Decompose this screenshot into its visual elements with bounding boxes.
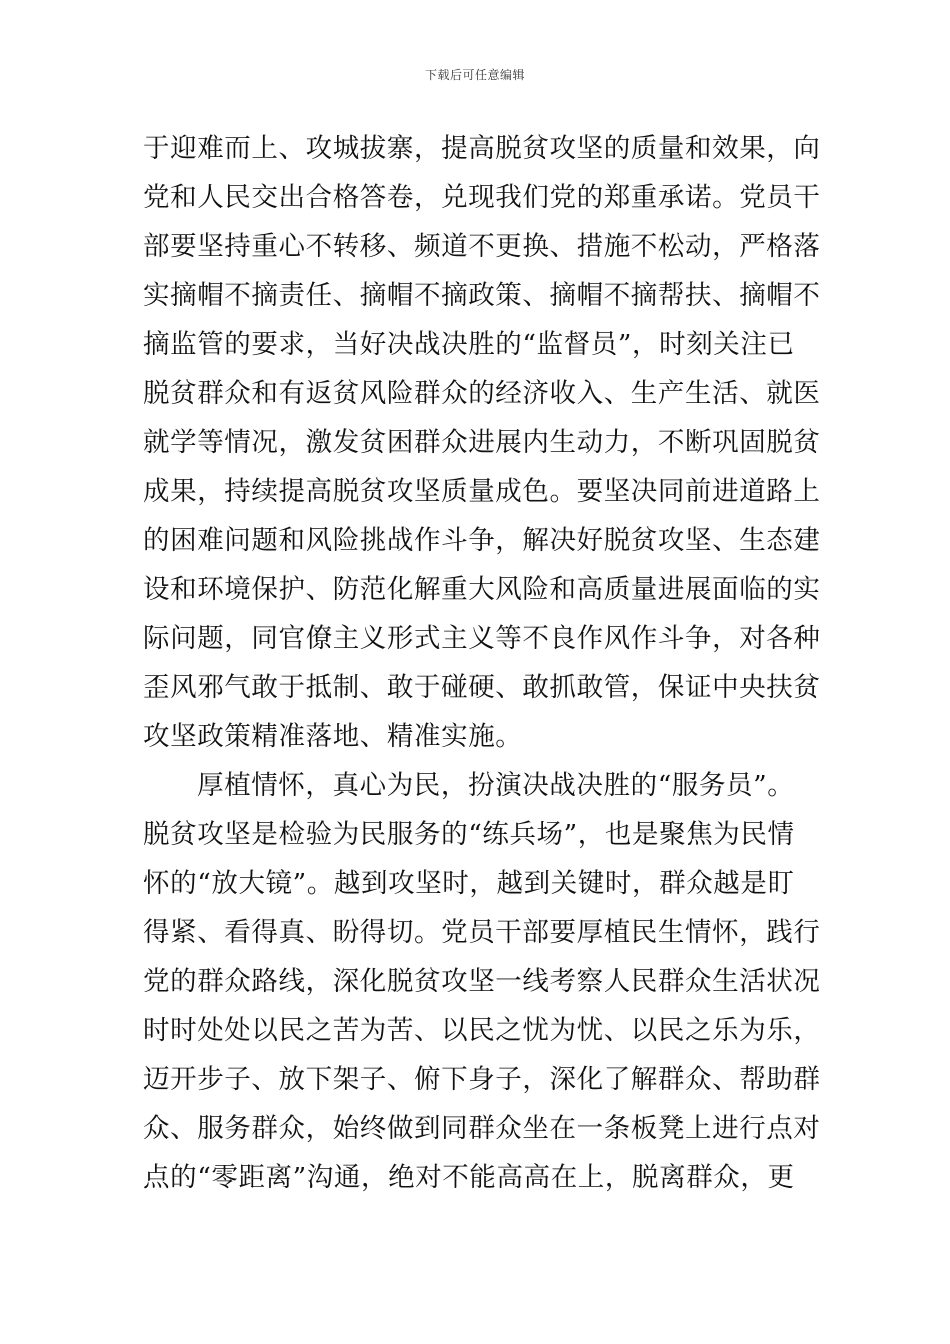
text-line: 得紧、看得真、盼得切。党员干部要厚植民生情怀，践行 bbox=[143, 917, 821, 948]
text-line: 党的群众路线，深化脱贫攻坚一线考察人民群众生活状况 bbox=[143, 966, 821, 997]
text-line: 时时处处以民之苦为苦、以民之忧为忧、以民之乐为乐， bbox=[143, 1015, 821, 1046]
text-line: 设和环境保护、防范化解重大风险和高质量进展面临的实 bbox=[143, 574, 821, 605]
page-header: 下载后可任意编辑 bbox=[424, 68, 525, 82]
text-line: 脱贫攻坚是检验为民服务的“练兵场”，也是聚焦为民情 bbox=[143, 819, 795, 850]
text-line: 摘监管的要求，当好决战决胜的“监督员”，时刻关注已 bbox=[143, 329, 795, 360]
text-line: 攻坚政策精准落地、精准实施。 bbox=[143, 721, 523, 752]
text-line: 实摘帽不摘责任、摘帽不摘政策、摘帽不摘帮扶、摘帽不 bbox=[143, 280, 821, 311]
text-line: 际问题，同官僚主义形式主义等不良作风作斗争，对各种 bbox=[143, 623, 821, 654]
paragraph-start-line: 厚植情怀，真心为民，扮演决战决胜的“服务员”。 bbox=[197, 770, 795, 801]
text-line: 迈开步子、放下架子、俯下身子，深化了解群众、帮助群 bbox=[143, 1064, 821, 1095]
text-line: 部要坚持重心不转移、频道不更换、措施不松动，严格落 bbox=[143, 231, 821, 262]
text-line: 成果，持续提高脱贫攻坚质量成色。要坚决同前进道路上 bbox=[143, 476, 821, 507]
document-body bbox=[143, 124, 821, 1202]
text-line: 就学等情况，激发贫困群众进展内生动力，不断巩固脱贫 bbox=[143, 427, 821, 458]
text-line: 于迎难而上、攻城拔寨，提高脱贫攻坚的质量和效果，向 bbox=[143, 133, 821, 164]
text-line: 众、服务群众，始终做到同群众坐在一条板凳上进行点对 bbox=[143, 1113, 821, 1144]
text-line: 党和人民交出合格答卷，兑现我们党的郑重承诺。党员干 bbox=[143, 182, 821, 213]
text-line: 歪风邪气敢于抵制、敢于碰硬、敢抓敢管，保证中央扶贫 bbox=[143, 672, 821, 703]
text-line: 怀的“放大镜”。越到攻坚时，越到关键时，群众越是盯 bbox=[143, 868, 795, 899]
text-line: 脱贫群众和有返贫风险群众的经济收入、生产生活、就医 bbox=[143, 378, 821, 409]
text-line: 点的“零距离”沟通，绝对不能高高在上，脱离群众，更 bbox=[143, 1162, 795, 1193]
text-line: 的困难问题和风险挑战作斗争，解决好脱贫攻坚、生态建 bbox=[143, 525, 821, 556]
